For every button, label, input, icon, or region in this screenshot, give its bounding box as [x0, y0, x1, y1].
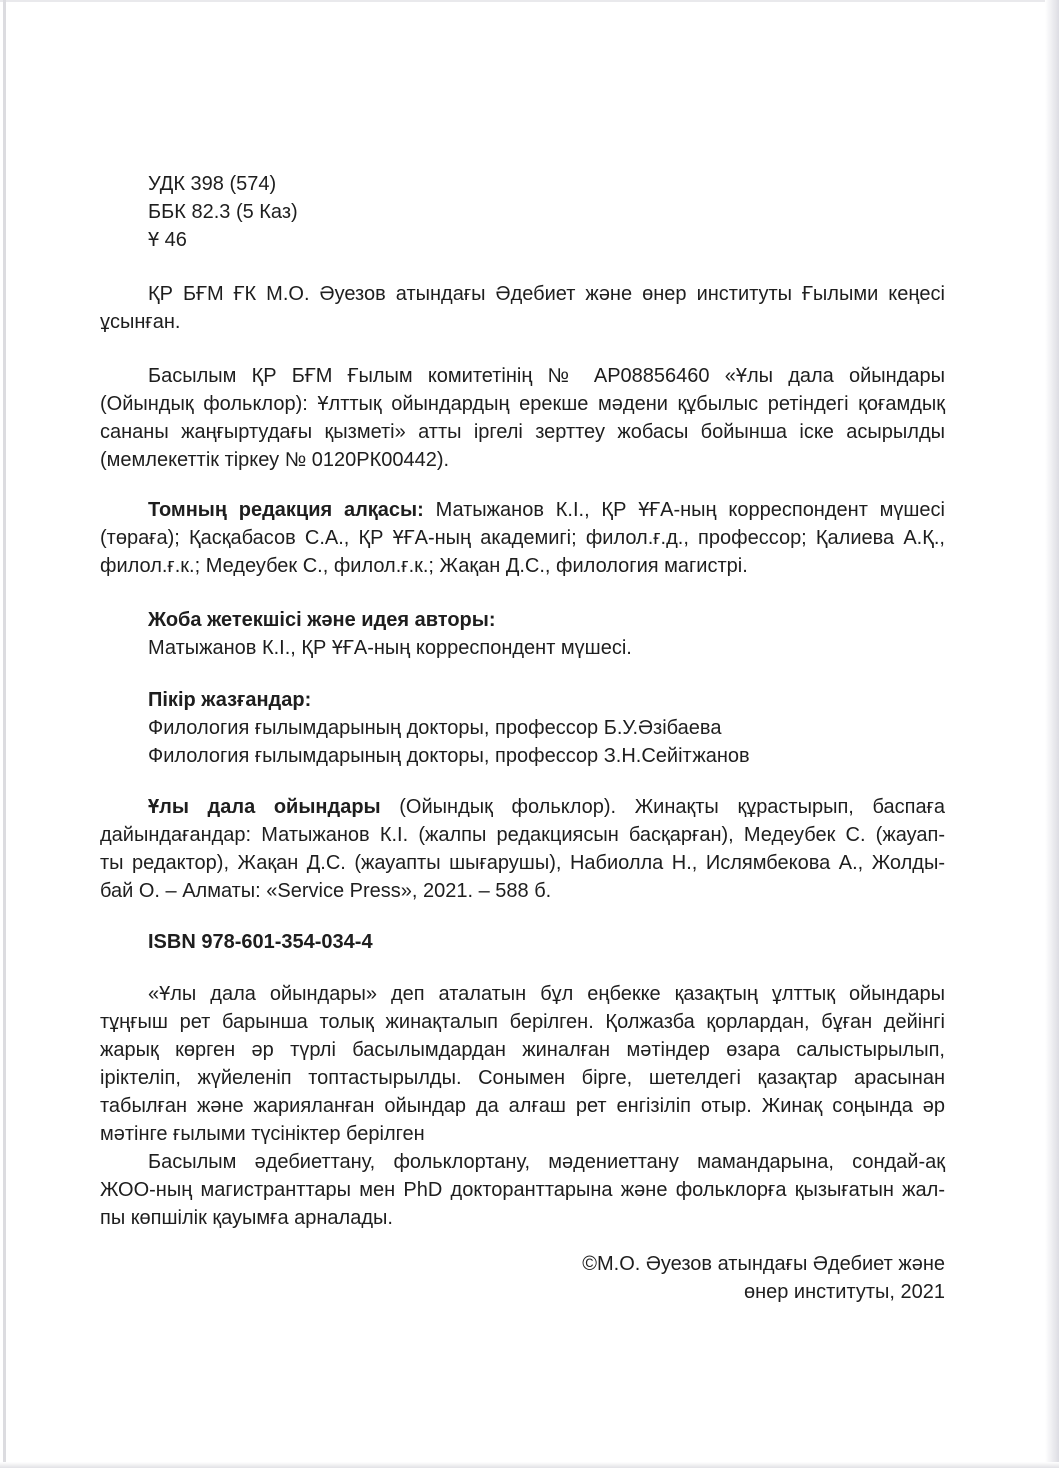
- text-line: табылған және жарияланған ойындар да алғаш рет енгізіліп отыр. Жинақ соңында әр: [100, 1095, 945, 1117]
- page-edge-bottom: [0, 1462, 1059, 1468]
- text-line: Жоба жетекшісі және идея авторы:: [148, 609, 496, 631]
- text-line: УДК 398 (574): [148, 173, 277, 195]
- text-line: ты редактор), Жақан Д.С. (жауапты шығарушы), Набиолла Н., Ислямбекова А., Жолды-: [100, 852, 945, 874]
- isbn-line: [100, 928, 945, 956]
- text-line: ЖОО-ның магистранттары мен PhD докторанттарына және фольклорға қызығатын жал-: [100, 1179, 945, 1201]
- text-line: дайындағандар: Матыжанов К.І. (жалпы редакциясын басқарған), Медеубек С. (жауап-: [100, 824, 945, 846]
- text-line: Филология ғылымдарының докторы, профессор З.Н.Сейітжанов: [148, 745, 750, 767]
- annotation-paragraph: [100, 980, 945, 1148]
- grant-paragraph: [100, 362, 945, 474]
- text-line: жарық көрген әр түрлі басылымдардан жиналған мәтіндер өзара салыстырылып,: [100, 1039, 945, 1061]
- text-line: филол.ғ.к.; Медеубек С., филол.ғ.к.; Жақан Д.С., филология магистрі.: [100, 555, 748, 577]
- text-line: Филология ғылымдарының докторы, профессор Б.У.Әзібаева: [148, 717, 722, 739]
- text-line: пы көпшілік қауымға арналады.: [100, 1207, 393, 1229]
- imprint-content: [100, 170, 945, 1306]
- text-line: Матыжанов К.І., ҚР ҰҒА-ның корреспондент мүшесі.: [148, 637, 632, 659]
- text-line: тұңғыш рет барынша толық жинақталып берілген. Қолжазба қорлардан, бұған дейінгі: [100, 1011, 945, 1033]
- text-line: іріктеліп, жүйеленіп топтастырылды. Сонымен бірге, шетелдегі қазақтар арасынан: [100, 1067, 945, 1089]
- text-line: ББК 82.3 (5 Каз): [148, 201, 298, 223]
- text-line: сананы жаңғыртудағы қызметі» атты іргелі зерттеу жобасы бойынша іске асырылды: [100, 421, 945, 443]
- approval-paragraph: [100, 280, 945, 336]
- text-line: Ұ 46: [148, 229, 187, 251]
- reviewers-block: [100, 686, 945, 770]
- text-line: Томның редакция алқасы: Матыжанов К.І., ҚР ҰҒА-ның корреспондент мүшесі: [148, 499, 945, 521]
- copyright-block: [100, 1250, 945, 1306]
- text-line: (төраға); Қасқабасов С.А., ҚР ҰҒА-ның академигі; филол.ғ.д., профессор; Қалиева А.Қ.,: [100, 527, 945, 549]
- text-line: ISBN 978-601-354-034-4: [148, 931, 373, 953]
- text-line: мәтінге ғылыми түсініктер берілген: [100, 1123, 425, 1145]
- text-line: Басылым ҚР БҒМ Ғылым комитетінің № АР08856460 «Ұлы дала ойындары: [148, 365, 945, 387]
- page-edge-right: [1045, 0, 1059, 1468]
- text-line: ©М.О. Әуезов атындағы Әдебиет және: [582, 1253, 945, 1275]
- project-lead-block: [100, 606, 945, 662]
- text-line: өнер институты, 2021: [743, 1281, 945, 1303]
- text-line: Ұлы дала ойындары (Ойындық фольклор). Жинақты құрастырып, баспаға: [148, 796, 945, 818]
- text-line: (мемлекеттік тіркеу № 0120РК00442).: [100, 449, 450, 471]
- editorial-board-paragraph: [100, 496, 945, 580]
- text-line: «Ұлы дала ойындары» деп аталатын бұл еңбекке қазақтың ұлттық ойындары: [148, 983, 945, 1005]
- audience-paragraph: [100, 1148, 945, 1232]
- udc-bbk-block: [100, 170, 945, 254]
- bibliographic-paragraph: [100, 793, 945, 905]
- text-line: (Ойындық фольклор): Ұлттық ойындардың ерекше мәдени құбылыс ретіндегі қоғамдық: [100, 393, 945, 415]
- page-edge-top: [0, 0, 1059, 2]
- text-line: бай О. – Алматы: «Service Press», 2021. – 588 б.: [100, 880, 552, 902]
- text-line: ұсынған.: [100, 311, 181, 333]
- page-edge-left: [3, 0, 6, 1468]
- text-line: Пікір жазғандар:: [148, 689, 312, 711]
- text-line: ҚР БҒМ ҒК М.О. Әуезов атындағы Әдебиет және өнер институты Ғылыми кеңесі: [148, 283, 945, 305]
- text-line: Басылым әдебиеттану, фольклортану, мәдениеттану мамандарына, сондай-ақ: [148, 1151, 945, 1173]
